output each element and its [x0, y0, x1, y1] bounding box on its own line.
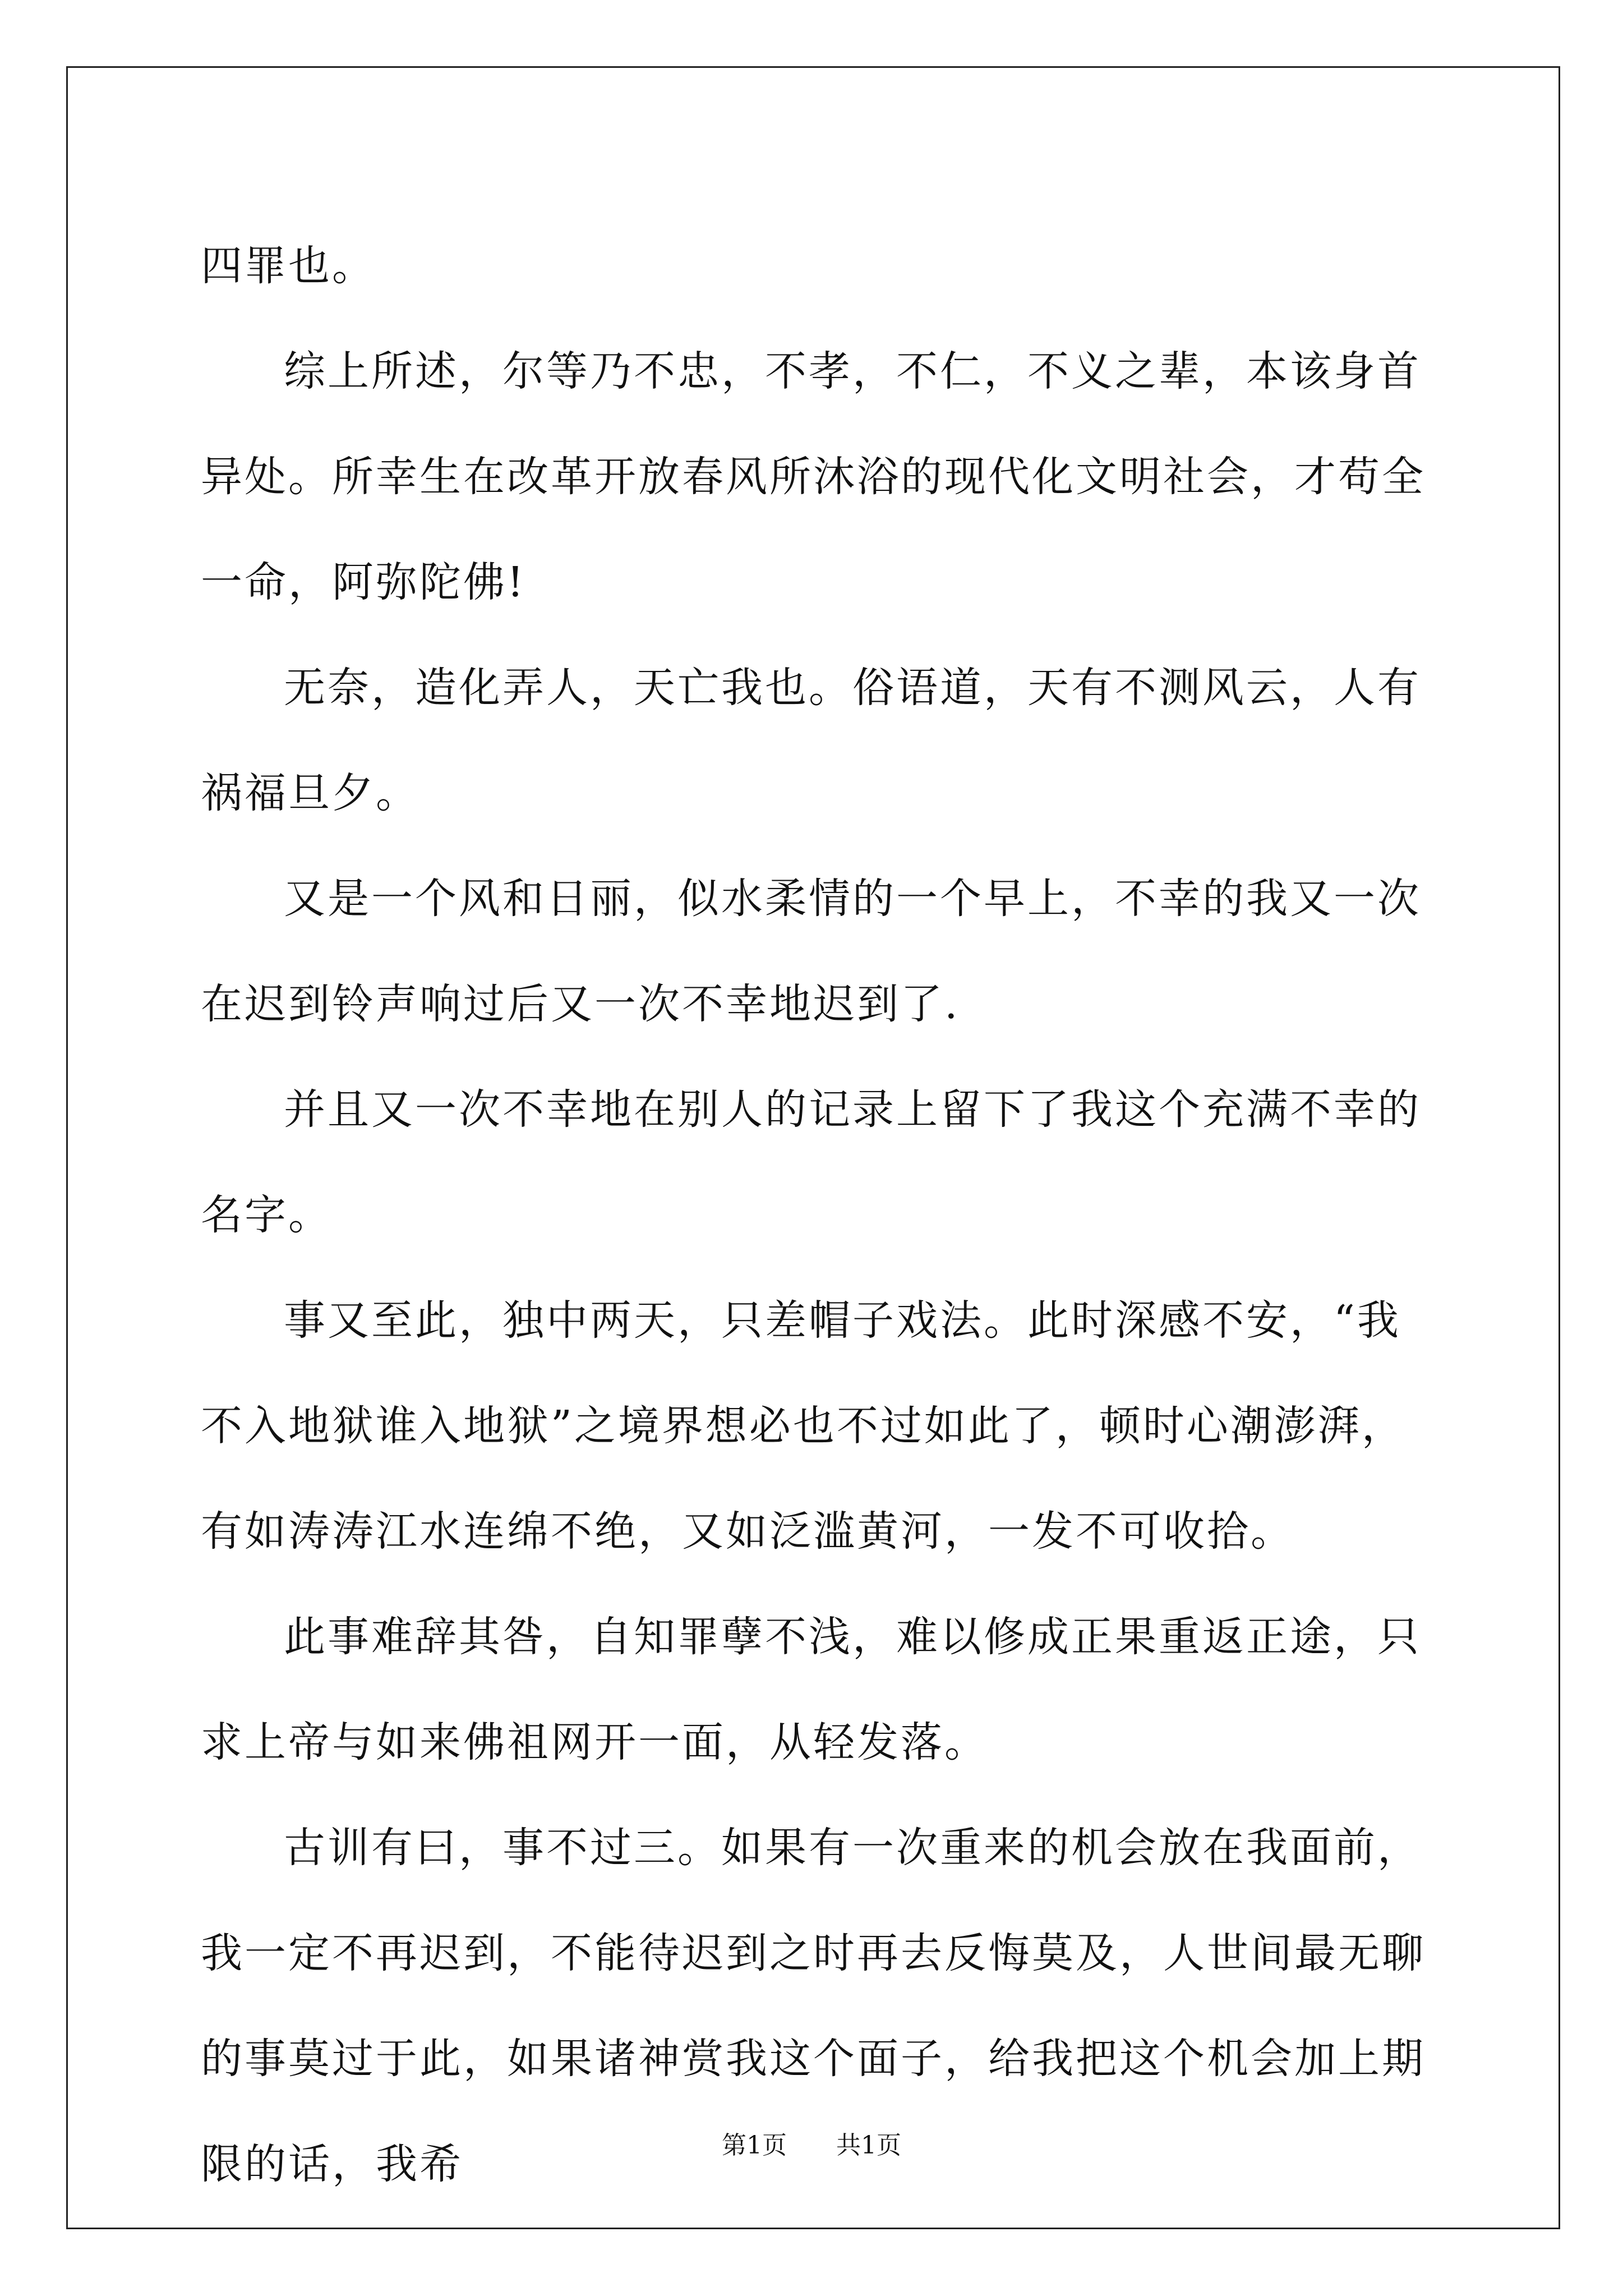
paragraph-1: 四罪也。 — [201, 242, 376, 290]
paragraph-6: 事又至此，独中两天，只差帽子戏法。此时深感不安，“我不入地狱谁入地狱”之境界想必也不过如此了，顿时心潮澎湃，有如涛涛江水连绵不绝，又如泛滥黄河，一发不可收拾。 — [201, 1296, 1405, 1556]
page-number: 第1页 — [722, 2131, 787, 2160]
document-body — [201, 213, 1435, 2217]
paragraph-4: 又是一个风和日丽，似水柔情的一个早上，不幸的我又一次在迟到铃声响过后又一次不幸地迟到了. — [201, 875, 1421, 1028]
paragraph-8: 古训有曰，事不过三。如果有一次重来的机会放在我面前，我一定不再迟到，不能待迟到之时再去反悔莫及，人世间最无聊的事莫过于此，如果诸神赏我这个面子，给我把这个机会加上期限的话，我希 — [201, 1824, 1426, 2188]
page-footer — [0, 2129, 1623, 2162]
paragraph-7: 此事难辞其咎，自知罪孽不浅，难以修成正果重返正途，只求上帝与如来佛祖网开一面，从轻发落。 — [201, 1613, 1421, 1766]
paragraph-3: 无奈，造化弄人，天亡我也。俗语道，天有不测风云，人有祸福旦夕。 — [201, 664, 1421, 817]
page-total: 共1页 — [836, 2131, 901, 2160]
paragraph-2: 综上所述，尔等乃不忠，不孝，不仁，不义之辈，本该身首异处。所幸生在改革开放春风所沐浴的现代化文明社会，才苟全一命，阿弥陀佛! — [201, 347, 1426, 606]
paragraph-5: 并且又一次不幸地在别人的记录上留下了我这个充满不幸的名字。 — [201, 1085, 1421, 1239]
